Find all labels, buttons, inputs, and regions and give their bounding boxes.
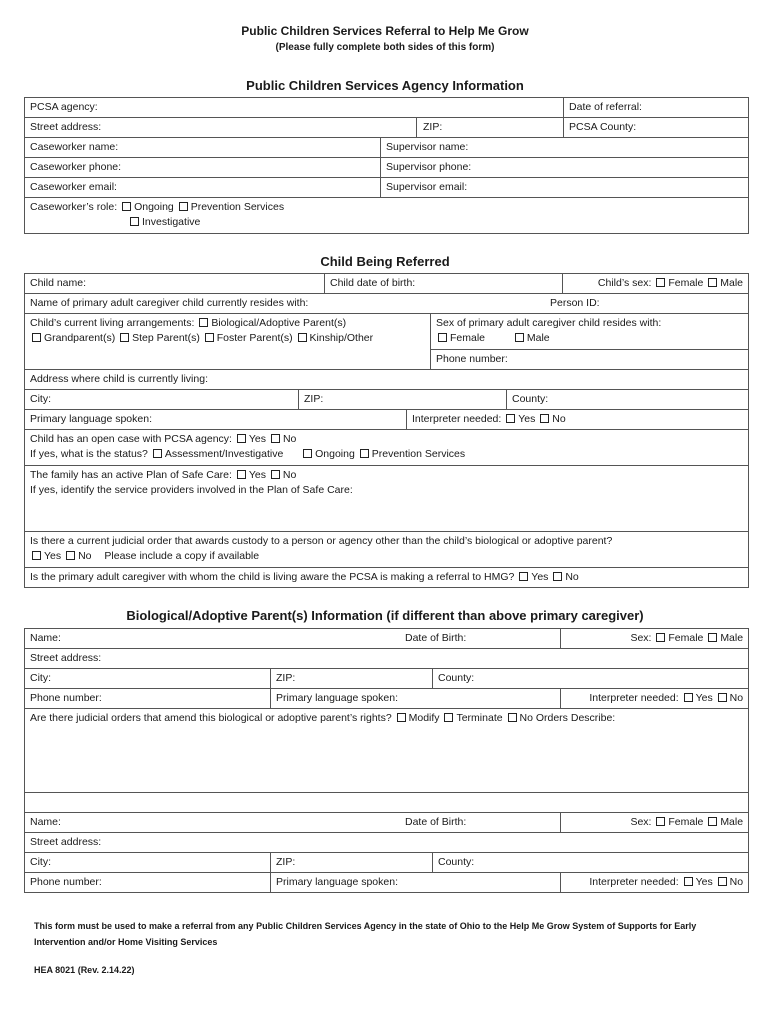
parent1-terminate-checkbox[interactable] (444, 713, 453, 722)
parent1-interpreter-yes-checkbox[interactable] (684, 693, 693, 702)
form-subtitle: (Please fully complete both sides of this form) (275, 42, 495, 53)
parent1-phone-field[interactable]: Phone number: (25, 689, 271, 709)
child-interpreter-yes-checkbox[interactable] (506, 414, 515, 423)
child-sex-field: Child’s sex: Female Male (563, 274, 749, 294)
supervisor-name-field[interactable]: Supervisor name: (381, 138, 749, 158)
parent2-county-field[interactable]: County: (433, 853, 749, 873)
parent1-language-field[interactable]: Primary language spoken: (271, 689, 561, 709)
pcsa-agency-field[interactable]: PCSA agency: (25, 98, 564, 118)
child-name-field[interactable]: Child name: (25, 274, 325, 294)
caregiver-name-field[interactable]: Name of primary adult caregiver child currently resides with: Person ID: (25, 294, 749, 314)
child-language-field[interactable]: Primary language spoken: (25, 410, 407, 430)
parent1-zip-field[interactable]: ZIP: (271, 669, 433, 689)
parent2-phone-field[interactable]: Phone number: (25, 873, 271, 893)
parent1-female-checkbox[interactable] (656, 633, 665, 642)
pcsa-info-table (24, 97, 749, 234)
status-ongoing-checkbox[interactable] (303, 449, 312, 458)
parent-separator-row (25, 793, 749, 813)
safe-care-no-checkbox[interactable] (271, 470, 280, 479)
caregiver-aware-field: Is the primary adult caregiver with whom the child is living aware the PCSA is making a referral to HMG? Yes No (25, 568, 749, 588)
role-ongoing-checkbox[interactable] (122, 202, 131, 211)
child-city-field[interactable]: City: (25, 390, 299, 410)
child-dob-field[interactable]: Child date of birth: (325, 274, 563, 294)
form-id: HEA 8021 (Rev. 2.14.22) (34, 965, 135, 975)
parent2-interpreter-no-checkbox[interactable] (718, 877, 727, 886)
parent2-city-field[interactable]: City: (25, 853, 271, 873)
role-prevention-checkbox[interactable] (179, 202, 188, 211)
parent1-name-field[interactable]: Name: Date of Birth: (25, 629, 561, 649)
parent2-interpreter-field: Interpreter needed: Yes No (561, 873, 749, 893)
supervisor-email-field[interactable]: Supervisor email: (381, 178, 749, 198)
child-county-field[interactable]: County: (507, 390, 749, 410)
parent1-street-field[interactable]: Street address: (25, 649, 749, 669)
caregiver-female-checkbox[interactable] (438, 333, 447, 342)
pcsa-zip-field[interactable]: ZIP: (417, 118, 564, 138)
open-case-field: Child has an open case with PCSA agency: Yes No If yes, what is the status? Assessment/Investigative Ongoing Prevention Services (25, 430, 749, 466)
parent1-modify-checkbox[interactable] (397, 713, 406, 722)
footer-note: This form must be used to make a referral from any Public Children Services Agency in the state of Ohio to the Help Me Grow System of Supports for Early Intervention and/or Home Visiting Services (34, 921, 697, 947)
child-interpreter-field: Interpreter needed: Yes No (407, 410, 749, 430)
caseworker-email-field[interactable]: Caseworker email: (25, 178, 381, 198)
parent2-zip-field[interactable]: ZIP: (271, 853, 433, 873)
status-assessment-checkbox[interactable] (153, 449, 162, 458)
role-investigative-checkbox[interactable] (130, 217, 139, 226)
pcsa-county-field[interactable]: PCSA County: (564, 118, 749, 138)
kinship-checkbox[interactable] (298, 333, 307, 342)
aware-yes-checkbox[interactable] (519, 572, 528, 581)
parent1-orders-field: Are there judicial orders that amend this biological or adoptive parent’s rights? Modify Terminate No Orders Describe: (25, 709, 749, 793)
judicial-yes-checkbox[interactable] (32, 551, 41, 560)
parent2-interpreter-yes-checkbox[interactable] (684, 877, 693, 886)
caseworker-phone-field[interactable]: Caseworker phone: (25, 158, 381, 178)
supervisor-phone-field[interactable]: Supervisor phone: (381, 158, 749, 178)
open-case-no-checkbox[interactable] (271, 434, 280, 443)
status-prevention-checkbox[interactable] (360, 449, 369, 458)
child-info-table (24, 273, 749, 588)
parent1-city-field[interactable]: City: (25, 669, 271, 689)
parent1-sex-field: Sex: Female Male (561, 629, 749, 649)
parent2-language-field[interactable]: Primary language spoken: (271, 873, 561, 893)
form-title: Public Children Services Referral to Help Me Grow (241, 24, 529, 38)
child-female-checkbox[interactable] (656, 278, 665, 287)
child-interpreter-no-checkbox[interactable] (540, 414, 549, 423)
caregiver-phone-field[interactable]: Phone number: (431, 350, 749, 370)
child-address-field[interactable]: Address where child is currently living: (25, 370, 749, 390)
parent2-female-checkbox[interactable] (656, 817, 665, 826)
caseworker-name-field[interactable]: Caseworker name: (25, 138, 381, 158)
parent2-male-checkbox[interactable] (708, 817, 717, 826)
parent1-interpreter-field: Interpreter needed: Yes No (561, 689, 749, 709)
step-parent-checkbox[interactable] (120, 333, 129, 342)
judicial-order-field: Is there a current judicial order that awards custody to a person or agency other than the child’s biological or adoptive parent? Yes No Please include a copy if available (25, 532, 749, 568)
parent1-no-orders-checkbox[interactable] (508, 713, 517, 722)
date-of-referral-field[interactable]: Date of referral: (564, 98, 749, 118)
parent2-street-field[interactable]: Street address: (25, 833, 749, 853)
parent-info-table (24, 628, 749, 893)
open-case-yes-checkbox[interactable] (237, 434, 246, 443)
parent1-county-field[interactable]: County: (433, 669, 749, 689)
judicial-no-checkbox[interactable] (66, 551, 75, 560)
aware-no-checkbox[interactable] (553, 572, 562, 581)
foster-parent-checkbox[interactable] (205, 333, 214, 342)
grandparent-checkbox[interactable] (32, 333, 41, 342)
parent1-male-checkbox[interactable] (708, 633, 717, 642)
living-arrangements-field: Child’s current living arrangements: Biological/Adoptive Parent(s) Grandparent(s) Step Parent(s) Foster Parent(s) Kinship/Other (25, 314, 431, 370)
child-male-checkbox[interactable] (708, 278, 717, 287)
caseworker-role-row: Caseworker’s role: Ongoing Prevention Services Investigative (25, 198, 749, 234)
parent2-sex-field: Sex: Female Male (561, 813, 749, 833)
parents-section-heading: Biological/Adoptive Parent(s) Information (if different than above primary caregiver) (126, 608, 644, 623)
child-section-heading: Child Being Referred (320, 254, 450, 269)
caregiver-sex-field: Sex of primary adult caregiver child resides with: Female Male (431, 314, 749, 350)
pcsa-section-heading: Public Children Services Agency Information (246, 78, 524, 93)
caregiver-male-checkbox[interactable] (515, 333, 524, 342)
safe-care-yes-checkbox[interactable] (237, 470, 246, 479)
safe-care-field: The family has an active Plan of Safe Care: Yes No If yes, identify the service providers involved in the Plan of Safe Care: (25, 466, 749, 532)
parent2-name-field[interactable]: Name: Date of Birth: (25, 813, 561, 833)
pcsa-street-field[interactable]: Street address: (25, 118, 417, 138)
bio-parent-checkbox[interactable] (199, 318, 208, 327)
parent1-interpreter-no-checkbox[interactable] (718, 693, 727, 702)
child-zip-field[interactable]: ZIP: (299, 390, 507, 410)
